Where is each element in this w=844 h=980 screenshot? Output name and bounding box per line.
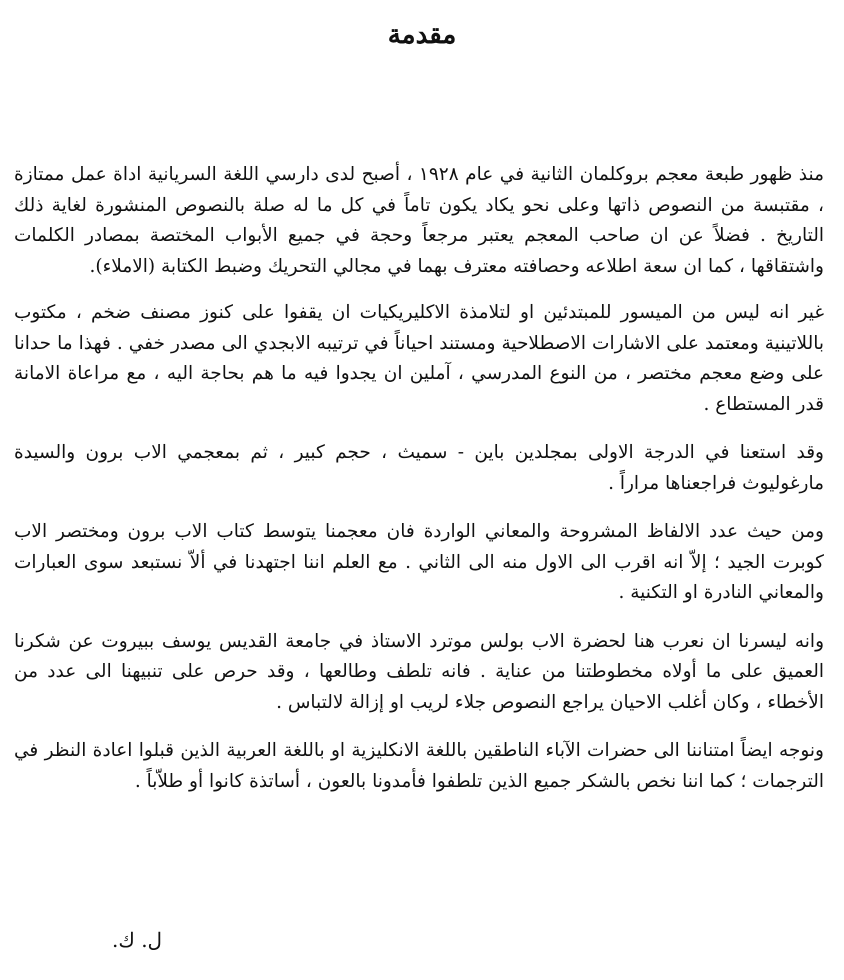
document-body	[14, 160, 824, 815]
paragraph-1: منذ ظهور طبعة معجم بروكلمان الثانية في عام ١٩٢٨ ، أصبح لدى دارسي اللغة السريانية اداة عمل ممتازة ، مقتبسة من النصوص ذاتها وعلى نحو يكاد يكون تاماً في كل ما له صلة بالنصوص المنشورة لغاية ذلك التاريخ . فضلاً عن ان صاحب المعجم يعتبر مرجعاً وحجة في جميع الأبواب المختصة بمصادر الكلمات واشتقاقها ، كما ان سعة اطلاعه وحصافته معترف بهما في مجالي التحريك وضبط الكتابة (الاملاء).	[14, 164, 824, 277]
paragraph-4: ومن حيث عدد الالفاظ المشروحة والمعاني الواردة فان معجمنا يتوسط كتاب الاب برون ومختصر الاب كوبرت الجيد ؛ إلاّ انه اقرب الى الاول منه الى الثاني . مع العلم اننا اجتهدنا في ألاّ نستبعد سوى العبارات والمعاني النادرة او التكنية .	[14, 521, 824, 603]
paragraph-5: وانه ليسرنا ان نعرب هنا لحضرة الاب بولس موترد الاستاذ في جامعة القديس يوسف ببيروت عن شكرنا العميق على ما أولاه مخطوطتنا من عناية . فانه تلطف وطالعها ، وقد حرص على تنبيهنا الى عدد من الأخطاء ، وكان أغلب الاحيان يراجع النصوص جلاء لريب او إزالة لالتباس .	[14, 630, 824, 713]
page-title: مقدمة	[387, 20, 457, 50]
paragraph-3: وقد استعنا في الدرجة الاولى بمجلدين باين - سميث ، حجم كبير ، ثم بمعجمي الاب برون والسيدة مارغوليوث فراجعناها مراراً .	[14, 442, 824, 494]
author-initials: ل. ك.	[112, 928, 163, 952]
paragraph-6: ونوجه ايضاً امتناننا الى حضرات الآباء الناطقين باللغة الانكليزية او باللغة العربية الذين قبلوا اعادة النظر في الترجمات ؛ كما اننا نخص بالشكر جميع الذين تلطفوا فأمدونا بالعون ، أساتذة كانوا أو طلاّباً .	[14, 740, 824, 792]
paragraph-2: غير انه ليس من الميسور للمبتدئين او لتلامذة الاكليريكيات ان يقفوا على كنوز مصنف ضخم ، مكتوب باللاتينية ومعتمد على الاشارات الاصطلاحية ومستند احياناً في ترتيبه الابجدي الى مصدر خفي . فهذا ما حدانا على وضع معجم مختصر ، من النوع المدرسي ، آملين ان يجدوا فيه ما هم بحاجة اليه ، مع مراعاة الامانة قدر المستطاع .	[14, 302, 824, 415]
